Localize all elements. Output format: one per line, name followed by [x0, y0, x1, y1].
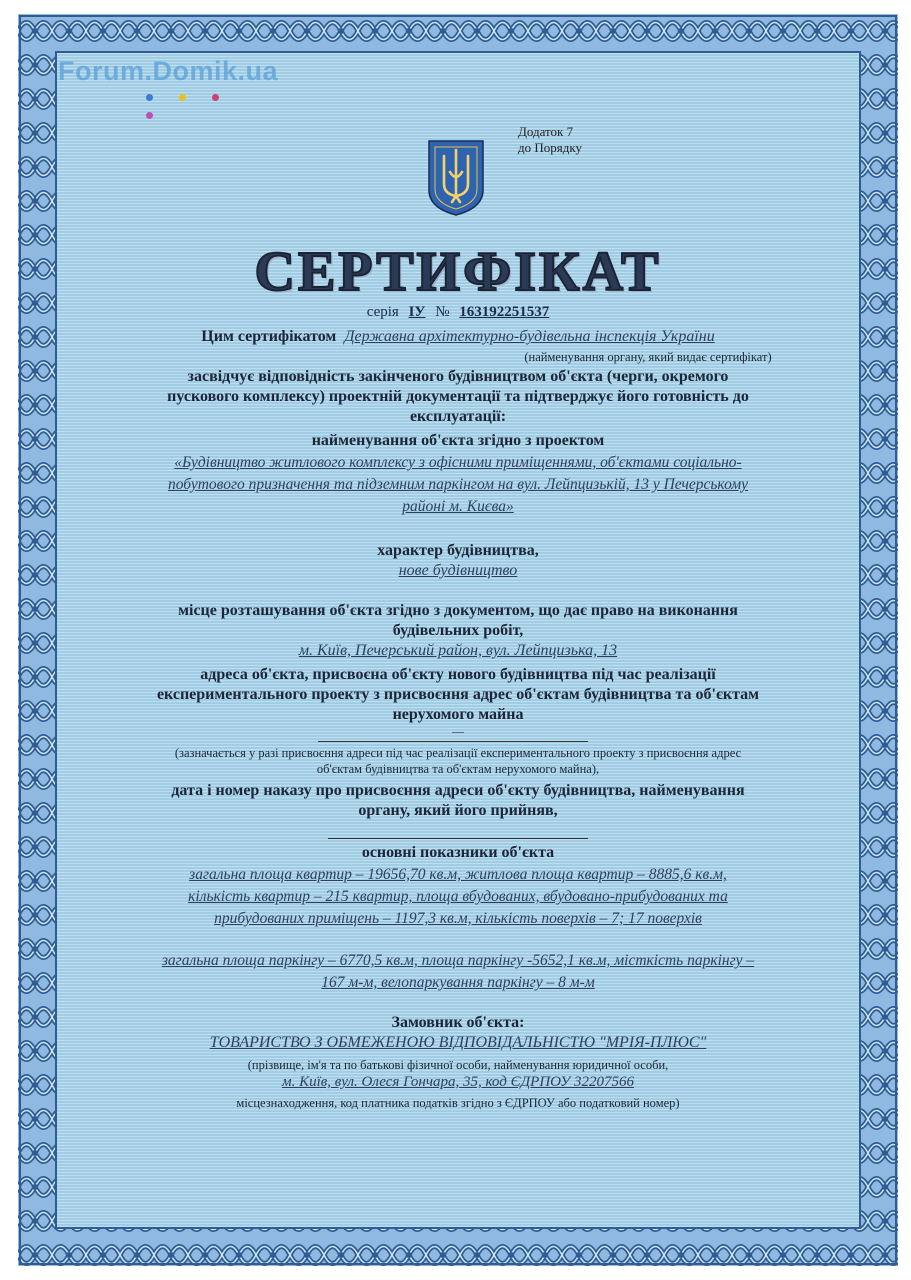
object-name-line-3: районі м. Києва»: [402, 498, 514, 515]
order-label-line-2: органу, який його прийняв,: [358, 802, 558, 819]
customer-address: м. Київ, вул. Олеся Гончара, 35, код ЄДРПОУ 32207566: [282, 1074, 634, 1090]
construction-type-label: характер будівництва,: [377, 542, 539, 559]
address-caption-line-1: (зазначається у разі присвоєння адреси під час реалізації експериментального проекту з присвоєння адрес: [174, 746, 742, 760]
address-blank-line: [318, 741, 588, 742]
indicators-line-2: кількість квартир – 215 квартир, площа вбудованих, вбудовано-прибудованих та: [188, 888, 728, 905]
statement-line-3: експлуатації:: [409, 408, 507, 425]
object-name-label: найменування об'єкта згідно з проектом: [311, 432, 605, 449]
number-label: №: [435, 304, 450, 320]
statement-line-1: засвідчує відповідність закінченого будівництвом об'єкта (черги, окремого: [187, 368, 729, 385]
parking-line-1: загальна площа паркінгу – 6770,5 кв.м, площа паркінгу -5652,1 кв.м, місткість паркінгу –: [161, 952, 755, 969]
appendix-line-1: Додаток 7: [518, 124, 574, 139]
location-value: м. Київ, Печерський район, вул. Лейпцизька, 13: [298, 642, 618, 659]
location-label-line-1: місце розташування об'єкта згідно з документом, що дає право на виконання: [178, 602, 738, 619]
order-blank-line: [328, 838, 588, 839]
certificate-title: СЕРТИФІКАТ: [254, 241, 662, 303]
address-label-line-2: експериментального проекту з присвоєння адрес об'єктам будівництва та об'єктам: [156, 686, 760, 703]
issuer-line: [18, 328, 898, 346]
customer-caption-1: (прізвище, ім'я та по батькові фізичної особи, найменування юридичної особи,: [247, 1058, 669, 1072]
issuer-prefix: Цим сертифікатом: [201, 328, 337, 345]
certificate-page: [18, 14, 898, 1266]
object-name-line-2: побутового призначення та підземним паркінгом на вул. Лейпцизькій, 13 у Печерському: [167, 476, 749, 493]
customer-caption-2: місцезнаходження, код платника податків згідно з ЄДРПОУ або податковий номер): [236, 1096, 680, 1110]
certificate-number: 163192251537: [459, 304, 550, 320]
indicators-line-1: загальна площа квартир – 19656,70 кв.м, житлова площа квартир – 8885,6 кв.м,: [189, 866, 727, 883]
location-label-line-2: будівельних робіт,: [392, 622, 524, 639]
indicators-label: основні показники об'єкта: [361, 844, 555, 861]
series-line: [18, 304, 898, 321]
construction-type-value: нове будівництво: [398, 562, 518, 579]
indicators-line-3: прибудованих приміщень – 1197,3 кв.м, кількість поверхів – 7; 17 поверхів: [214, 910, 702, 927]
appendix-note: [518, 124, 582, 156]
address-value: —: [452, 724, 464, 738]
appendix-line-2: до Порядку: [518, 140, 582, 155]
order-label-line-1: дата і номер наказу про присвоєння адреси об'єкту будівництва, найменування: [171, 782, 745, 799]
coat-of-arms-icon: [426, 138, 486, 218]
statement-line-2: пускового комплексу) проектній документації та підтверджує його готовність до: [167, 388, 749, 405]
address-label-line-3: нерухомого майна: [392, 706, 524, 723]
customer-name: ТОВАРИСТВО З ОБМЕЖЕНОЮ ВІДПОВІДАЛЬНІСТЮ "МРІЯ-ПЛЮС": [209, 1034, 707, 1051]
issuer-caption: (найменування органу, який видає сертифікат): [524, 350, 772, 364]
watermark: Forum.Domik.ua: [58, 56, 279, 86]
address-caption-line-2: об'єктам будівництва та об'єктам нерухомого майна),: [316, 762, 600, 776]
object-name-line-1: «Будівництво житлового комплексу з офісними приміщеннями, об'єктами соціально-: [174, 454, 742, 471]
issuer-name: Державна архітектурно-будівельна інспекція України: [344, 328, 715, 345]
address-label-line-1: адреса об'єкта, присвоєна об'єкту нового будівництва під час реалізації: [200, 666, 716, 683]
customer-label: Замовник об'єкта:: [391, 1014, 525, 1031]
watermark-dots: [146, 88, 266, 98]
series-value: ІУ: [408, 304, 426, 320]
parking-line-2: 167 м-м, велопаркування паркінгу – 8 м-м: [321, 974, 595, 991]
series-label: серія: [366, 304, 399, 320]
